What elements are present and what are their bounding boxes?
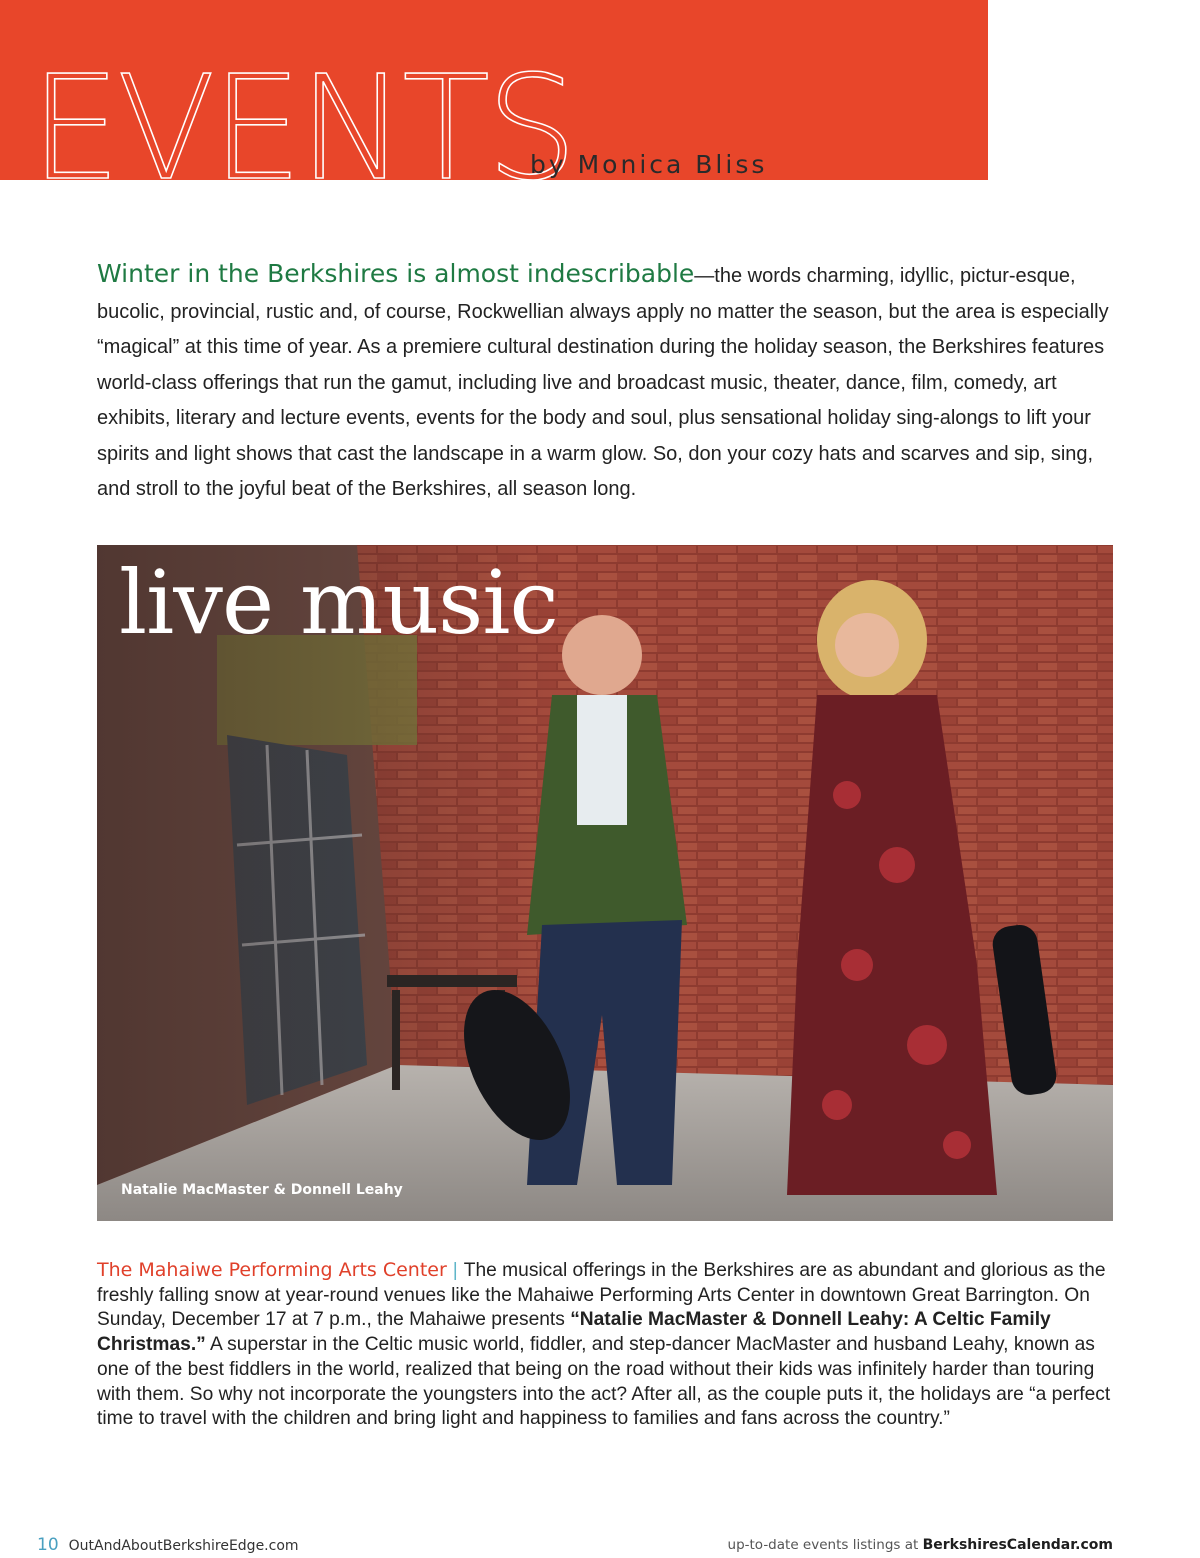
page-number: 10 <box>37 1535 59 1555</box>
footer-site-link[interactable]: OutAndAboutBerkshireEdge.com <box>68 1538 299 1554</box>
listing-site-link[interactable]: BerkshiresCalendar.com <box>922 1537 1113 1553</box>
footer-right <box>728 1537 1113 1553</box>
article-text-1: The musical offerings in the Berkshires are as abundant and glorious as the freshly falling snow at year-round venues like the Mahaiwe Performing Arts Center in downtown Great Barrington. On Sunday, December 17 at 7 p.m., the Mahaiwe presents <box>97 1260 1106 1331</box>
intro-lead: Winter in the Berkshires is almost indescribable <box>97 259 695 288</box>
venue-name: The Mahaiwe Performing Arts Center <box>97 1259 447 1281</box>
feature-photo <box>97 545 1113 1221</box>
article-paragraph <box>97 1258 1115 1432</box>
footer-left <box>37 1535 299 1555</box>
show-title: “Natalie MacMaster & Donnell Leahy: A Celtic Family Christmas.” <box>97 1309 1051 1356</box>
article-text-2: A superstar in the Celtic music world, fiddler, and step-dancer MacMaster and husband Leahy, known as one of the best fiddlers in the world, realized that being on the road without their kids was infinitely harder than touring with them. So why not incorporate the youngsters into the act? After all, as the couple puts it, the holidays are “a perfect time to travel with the children and bring light and happiness to families and fans across the country.” <box>97 1334 1111 1430</box>
intro-paragraph <box>97 256 1113 508</box>
venue-separator: | <box>452 1260 458 1281</box>
photo-heading: live music <box>119 551 558 654</box>
byline: by Monica Bliss <box>530 150 768 179</box>
photo-caption: Natalie MacMaster & Donnell Leahy <box>121 1182 403 1198</box>
listing-prefix: up-to-date events listings at <box>727 1537 923 1553</box>
section-title: EVENTS <box>30 44 574 180</box>
intro-text: —the words charming, idyllic, pictur-esque, bucolic, provincial, rustic and, of course, Rockwellian always apply no matter the season, but the area is especially “magical” at this time of year. As a premiere cultural destination during the holiday season, the Berkshires features world-class offerings that run the gamut, including live and broadcast music, theater, dance, film, comedy, art exhibits, literary and lecture events, events for the body and soul, plus sensational holiday sing-alongs to lift your spirits and light shows that cast the landscape in a warm glow. So, don your cozy hats and scarves and sip, sing, and stroll to the joyful beat of the Berkshires, all season long. <box>97 265 1109 500</box>
header-band <box>0 0 988 180</box>
